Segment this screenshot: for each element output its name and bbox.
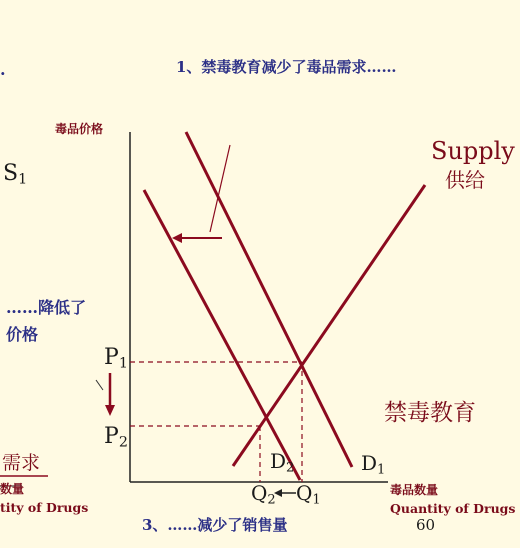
step1-caption: 1、禁毒教育减少了毒品需求…… <box>176 58 397 76</box>
p1-label: $P_1$ <box>104 345 128 372</box>
x-axis-label-en: Quantity of Drugs <box>390 501 516 516</box>
tick-mark <box>96 380 103 390</box>
q2-label: $Q_2$ <box>251 481 276 508</box>
y-axis-label: 毒品价格 <box>55 122 104 136</box>
qty-en-fragment: tity of Drugs <box>0 500 89 515</box>
price-fall-text-2: 价格 <box>6 325 39 344</box>
demand-curve-d2 <box>144 190 300 480</box>
s1-label: $S_1$ <box>3 161 28 188</box>
page-number: 60 <box>416 516 436 534</box>
supply-label-en: Supply <box>431 137 515 165</box>
supply-label-cn: 供给 <box>445 168 485 192</box>
step3-caption: 3、……减少了销售量 <box>142 516 288 534</box>
p2-label: $P_2$ <box>104 424 128 451</box>
price-down-arrowhead <box>105 405 115 416</box>
demand-curve-d1 <box>186 132 352 467</box>
qty-cn-fragment: 数量 <box>0 482 25 496</box>
d2-label: $D_2$ <box>270 449 295 476</box>
demand-text: 需求 <box>2 452 41 474</box>
cropped-dot: . <box>0 60 6 79</box>
policy-label: 禁毒教育 <box>384 400 476 426</box>
d1-label: $D_1$ <box>361 451 386 478</box>
x-axis-label-cn: 毒品数量 <box>390 483 439 497</box>
price-fall-text-1: ……降低了 <box>6 298 87 317</box>
q1-label: $Q_1$ <box>296 481 321 508</box>
demand-shift-arrowhead <box>172 233 182 243</box>
